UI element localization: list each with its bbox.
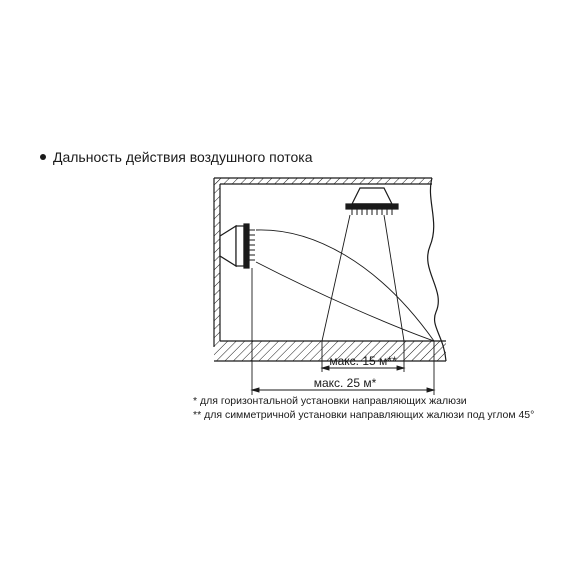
ceiling-hatch bbox=[214, 178, 432, 184]
short-dimension-label: макс. 15 м** bbox=[329, 354, 397, 368]
footnote-horizontal: * для горизонтальной установки направляющих жалюзи bbox=[193, 395, 467, 407]
long-dimension-label: макс. 25 м* bbox=[313, 376, 377, 390]
room-walls bbox=[214, 178, 446, 361]
ceiling-heater-icon bbox=[346, 188, 398, 215]
footnote-symmetric: ** для симметричной установки направляющих жалюзи под углом 45° bbox=[193, 409, 535, 421]
ceiling-airflow-left bbox=[322, 215, 350, 341]
diagram-title-text: Дальность действия воздушного потока bbox=[53, 149, 313, 165]
wall-airflow-upper bbox=[256, 230, 434, 341]
wall-airflow-lower bbox=[256, 262, 434, 341]
left-wall-hatch bbox=[214, 178, 220, 341]
break-line bbox=[428, 178, 446, 361]
airflow-lines bbox=[256, 215, 434, 341]
ceiling-airflow-right bbox=[384, 215, 404, 341]
wall-heater-icon bbox=[220, 224, 255, 268]
